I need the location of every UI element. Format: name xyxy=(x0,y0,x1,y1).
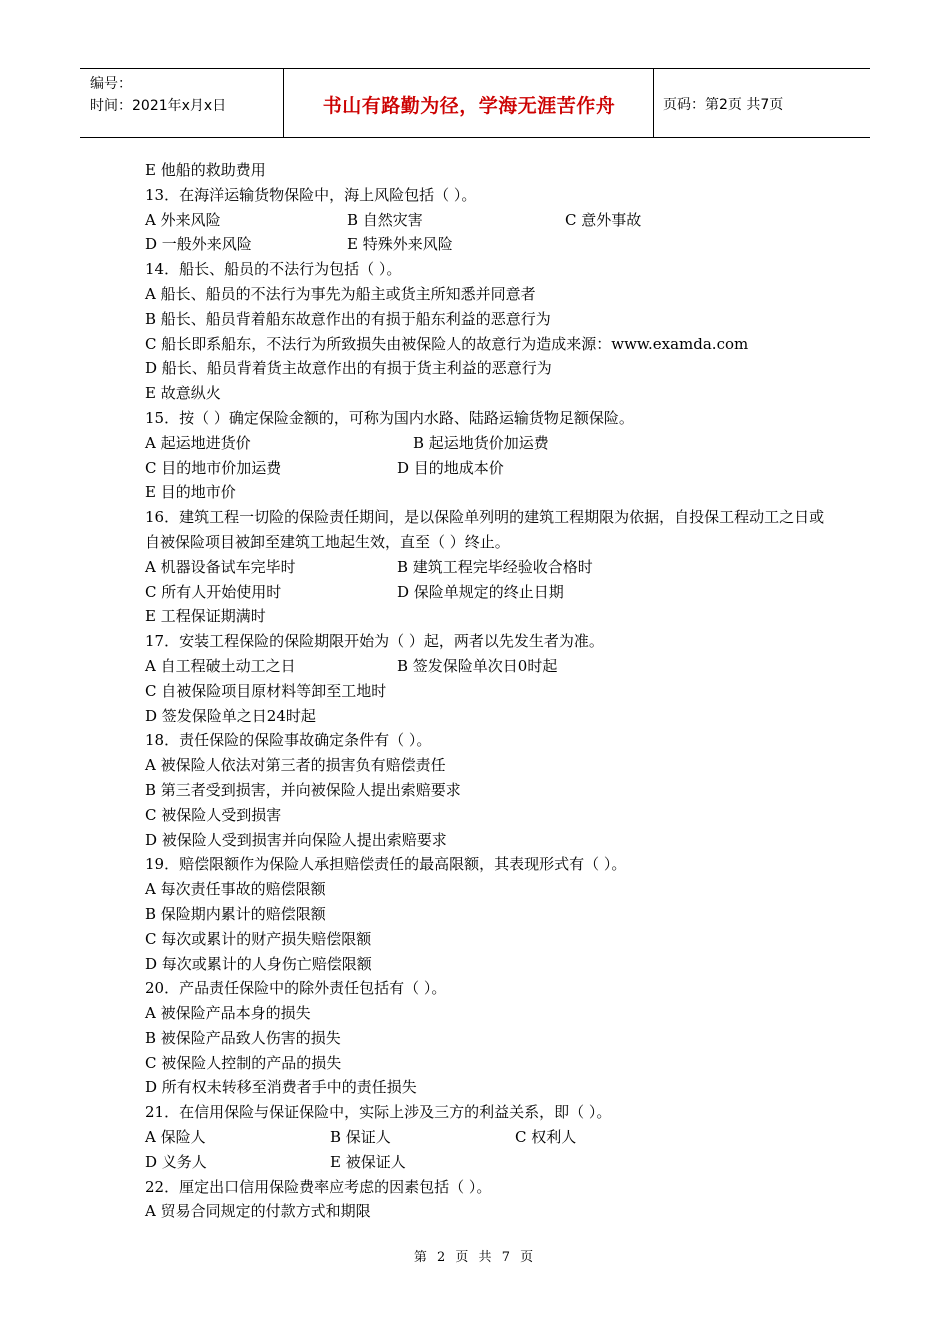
option-line: C 自被保险项目原材料等卸至工地时 xyxy=(145,681,387,700)
question-19: 19．赔偿限额作为保险人承担赔偿责任的最高限额，其表现形式有（ ）。 xyxy=(145,855,627,874)
option-e: E 被保证人 xyxy=(330,1152,406,1171)
option-line: A 被保险人依法对第三者的损害负有赔偿责任 xyxy=(145,756,446,775)
header-page-info: 页码：第2页 共7页 xyxy=(663,97,784,113)
question-list xyxy=(145,158,825,1224)
header-motto: 书山有路勤为径，学海无涯苦作舟 xyxy=(322,95,616,117)
option-line: B 被保险产品致人伤害的损失 xyxy=(145,1028,341,1047)
option-b: B 建筑工程完毕经验收合格时 xyxy=(397,557,593,576)
option-row xyxy=(145,431,825,456)
option-line: D 每次或累计的人身伤亡赔偿限额 xyxy=(145,954,372,973)
option-line: A 船长、船员的不法行为事先为船主或货主所知悉并同意者 xyxy=(145,284,536,303)
option-line: D 船长、船员背着货主故意作出的有损于货主利益的恶意行为 xyxy=(145,359,552,378)
option-c: C 意外事故 xyxy=(565,210,642,229)
option-line: C 船长即系船东，不法行为所致损失由被保险人的故意行为造成来源：www.examda.com xyxy=(145,334,749,353)
option-c: C 所有人开始使用时 xyxy=(145,582,282,601)
option-row xyxy=(145,580,825,605)
question-17: 17．安装工程保险的保险期限开始为（ ）起，两者以先发生者为准。 xyxy=(145,632,604,651)
option-d: D 目的地成本价 xyxy=(397,458,504,477)
option-line: D 所有权未转移至消费者手中的责任损失 xyxy=(145,1078,417,1097)
option-row xyxy=(145,1150,825,1175)
option-line: E 他船的救助费用 xyxy=(145,161,266,179)
question-16: 16．建筑工程一切险的保险责任期间，是以保险单列明的建筑工程期限为依据，自投保工程动工之日或自被保险项目被卸至建筑工地起生效，直至（ ）终止。 xyxy=(145,508,825,551)
option-row xyxy=(145,456,825,481)
header-meta xyxy=(90,73,226,117)
question-15: 15．按（ ）确定保险金额的，可称为国内水路、陆路运输货物足额保险。 xyxy=(145,408,634,427)
question-21: 21．在信用保险与保证保险中，实际上涉及三方的利益关系，即（ ）。 xyxy=(145,1103,612,1122)
option-line: B 保险期内累计的赔偿限额 xyxy=(145,904,326,923)
option-a: A 保险人 xyxy=(145,1128,206,1147)
option-row xyxy=(145,232,825,257)
option-a: A 起运地进货价 xyxy=(145,433,251,452)
header-divider xyxy=(653,69,654,137)
option-b: B 保证人 xyxy=(330,1128,391,1147)
question-14: 14．船长、船员的不法行为包括（ ）。 xyxy=(145,260,402,279)
header-divider xyxy=(283,69,284,137)
option-line: B 第三者受到损害，并向被保险人提出索赔要求 xyxy=(145,780,461,799)
option-line: A 贸易合同规定的付款方式和期限 xyxy=(145,1202,371,1221)
option-d: D 一般外来风险 xyxy=(145,235,252,254)
option-c: C 权利人 xyxy=(515,1128,577,1147)
question-22: 22．厘定出口信用保险费率应考虑的因素包括（ ）。 xyxy=(145,1177,492,1196)
option-line: D 被保险人受到损害并向保险人提出索赔要求 xyxy=(145,830,447,849)
option-d: D 义务人 xyxy=(145,1152,207,1171)
option-line: C 被保险人受到损害 xyxy=(145,805,282,824)
option-c: C 目的地市价加运费 xyxy=(145,458,282,477)
option-line: D 签发保险单之日24时起 xyxy=(145,706,316,725)
option-row xyxy=(145,654,825,679)
option-line: A 每次责任事故的赔偿限额 xyxy=(145,880,326,899)
document-code-label: 编号： xyxy=(90,76,132,92)
option-b: B 自然灾害 xyxy=(347,210,423,229)
option-a: A 外来风险 xyxy=(145,210,221,229)
option-row xyxy=(145,555,825,580)
option-line: A 被保险产品本身的损失 xyxy=(145,1004,311,1023)
option-line: C 被保险人控制的产品的损失 xyxy=(145,1053,342,1072)
option-line: E 故意纵火 xyxy=(145,384,221,403)
option-a: A 机器设备试车完毕时 xyxy=(145,557,296,576)
question-20: 20．产品责任保险中的除外责任包括有（ ）。 xyxy=(145,979,447,998)
option-b: B 起运地货价加运费 xyxy=(413,433,549,452)
page-header xyxy=(80,68,870,138)
option-row xyxy=(145,208,825,233)
option-d: D 保险单规定的终止日期 xyxy=(397,582,564,601)
page-footer: 第 2 页 共 7 页 xyxy=(413,1250,537,1265)
question-13: 13．在海洋运输货物保险中，海上风险包括（ ）。 xyxy=(145,185,477,204)
option-a: A 自工程破土动工之日 xyxy=(145,656,296,675)
option-b: B 签发保险单次日0时起 xyxy=(397,656,558,675)
option-line: E 目的地市价 xyxy=(145,483,236,502)
document-time-label: 时间：2021年x月x日 xyxy=(90,98,227,114)
option-line: B 船长、船员背着船东故意作出的有损于船东利益的恶意行为 xyxy=(145,309,551,328)
option-line: C 每次或累计的财产损失赔偿限额 xyxy=(145,929,372,948)
question-18: 18．责任保险的保险事故确定条件有（ ）。 xyxy=(145,731,432,750)
option-e: E 特殊外来风险 xyxy=(347,235,453,254)
option-line: E 工程保证期满时 xyxy=(145,607,266,626)
option-row xyxy=(145,1125,825,1150)
